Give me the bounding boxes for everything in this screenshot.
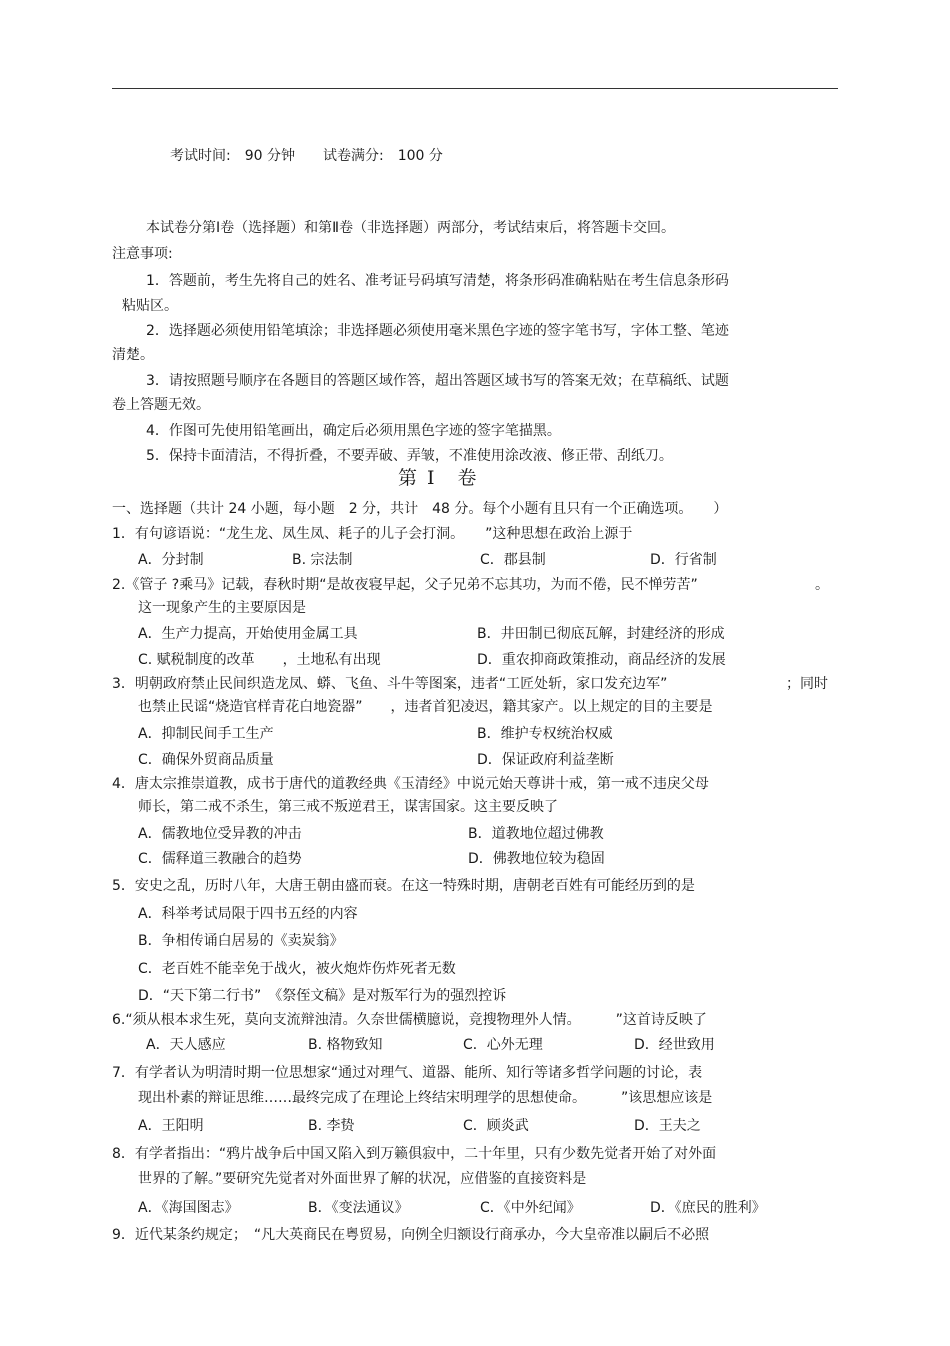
question-1-option-d: D．行省制	[650, 552, 717, 568]
question-5-option-c: C．老百姓不能幸免于战火，被火炮炸伤炸死者无数	[138, 961, 456, 977]
question-6-option-d: D．经世致用	[634, 1037, 715, 1053]
question-6-option-a: A．天人感应	[146, 1037, 226, 1053]
question-6-option-b: B. 格物致知	[308, 1037, 383, 1053]
question-4-stem: 4．唐太宗推崇道教，成书于唐代的道教经典《玉清经》中说元始天尊讲十戒，第一戒不违戾父母	[112, 776, 709, 792]
note-2-cont: 清楚。	[112, 347, 154, 363]
question-2-stem-end: 。	[815, 577, 829, 593]
note-5: 5．保持卡面清洁，不得折叠，不要弄破、弄皱，不准使用涂改液、修正带、刮纸刀。	[146, 448, 673, 464]
question-5-option-b: B．争相传诵白居易的《卖炭翁》	[138, 933, 344, 949]
question-6-option-c: C．心外无理	[463, 1037, 543, 1053]
question-5-option-a: A．科举考试局限于四书五经的内容	[138, 906, 358, 922]
question-2-option-a: A．生产力提高，开始使用金属工具	[138, 626, 358, 642]
question-8-option-b: B．《变法通议》	[308, 1200, 409, 1216]
question-3-stem-cont: 也禁止民谣“烧造官样青花白地瓷器” ，违者首犯凌迟，籍其家产。以上规定的目的主要是	[138, 699, 713, 715]
question-3-option-c: C．确保外贸商品质量	[138, 752, 274, 768]
question-9-stem: 9．近代某条约规定； “凡大英商民在粤贸易，向例全归额设行商承办，今大皇帝准以嗣后不必照	[112, 1227, 710, 1243]
question-4-option-d: D．佛教地位较为稳固	[468, 851, 605, 867]
question-8-stem: 8．有学者指出：“鸦片战争后中国又陷入到万籁俱寂中，二十年里，只有少数先觉者开始了对外面	[112, 1146, 717, 1162]
question-1-option-a: A．分封制	[138, 552, 204, 568]
question-8-option-d: D．《庶民的胜利》	[650, 1200, 766, 1216]
section-intro: 一、选择题（共计 24 小题，每小题 2 分，共计 48 分。每个小题有且只有一个正确选项。 ）	[112, 501, 728, 517]
question-7-option-b: B. 李贽	[308, 1118, 355, 1134]
question-3-option-b: B．维护专权统治权威	[477, 726, 613, 742]
question-2-stem: 2.《管子 ?乘马》记载，春秋时期“是故夜寝早起，父子兄弟不忘其功，为而不倦，民不惮劳苦”	[112, 577, 698, 593]
question-3-option-d: D．保证政府利益垄断	[477, 752, 614, 768]
question-7-option-d: D．王夫之	[634, 1118, 701, 1134]
note-1: 1．答题前，考生先将自己的姓名、准考证号码填写清楚，将条形码准确粘贴在考生信息条形码	[146, 273, 729, 289]
question-7-option-c: C．顾炎武	[463, 1118, 529, 1134]
header-rule	[112, 88, 838, 89]
question-7-stem: 7．有学者认为明清时期一位思想家“通过对理气、道器、能所、知行等诸多哲学问题的讨论，表	[112, 1065, 703, 1081]
question-4-option-c: C．儒释道三教融合的趋势	[138, 851, 302, 867]
question-2-stem-cont: 这一现象产生的主要原因是	[138, 600, 306, 616]
question-8-option-a: A．《海国图志》	[138, 1200, 239, 1216]
question-4-stem-cont: 师长，第二戒不杀生，第三戒不叛逆君王，谋害国家。这主要反映了	[138, 799, 558, 815]
note-1-cont: 粘贴区。	[122, 298, 178, 314]
question-3-option-a: A．抑制民间手工生产	[138, 726, 274, 742]
exam-time-info: 考试时间: 90 分钟 试卷满分: 100 分	[170, 148, 443, 164]
question-8-option-c: C．《中外纪闻》	[480, 1200, 581, 1216]
question-3-stem: 3．明朝政府禁止民间织造龙凤、蟒、飞鱼、斗牛等图案，违者“工匠处斩，家口发充边军”	[112, 676, 668, 692]
question-8-stem-cont: 世界的了解。”要研究先觉者对外面世界了解的状况，应借鉴的直接资料是	[138, 1171, 587, 1187]
note-3: 3．请按照题号顺序在各题目的答题区域作答，超出答题区域书写的答案无效；在草稿纸、试题	[146, 373, 729, 389]
question-7-stem-cont: 现出朴素的辩证思维……最终完成了在理论上终结宋明理学的思想使命。 ”该思想应该是	[138, 1090, 713, 1106]
section-title: 第 Ⅰ 卷	[398, 467, 479, 489]
intro-text: 本试卷分第Ⅰ卷（选择题）和第Ⅱ卷（非选择题）两部分，考试结束后，将答题卡交回。	[146, 220, 676, 236]
question-3-stem-end: ；同时	[786, 676, 828, 692]
question-5-stem: 5．安史之乱，历时八年，大唐王朝由盛而衰。在这一特殊时期，唐朝老百姓有可能经历到的是	[112, 878, 695, 894]
note-3-cont: 卷上答题无效。	[112, 397, 210, 413]
notes-title: 注意事项:	[112, 246, 173, 262]
question-5-option-d: D．“天下第二行书” 《祭侄文稿》是对叛军行为的强烈控诉	[138, 988, 507, 1004]
question-2-option-c: C. 赋税制度的改革 ，土地私有出现	[138, 652, 381, 668]
question-2-option-d: D．重农抑商政策推动，商品经济的发展	[477, 652, 726, 668]
question-4-option-a: A．儒教地位受异教的冲击	[138, 826, 302, 842]
question-7-option-a: A．王阳明	[138, 1118, 204, 1134]
question-2-option-b: B．井田制已彻底瓦解，封建经济的形成	[477, 626, 725, 642]
question-4-option-b: B．道教地位超过佛教	[468, 826, 604, 842]
question-1-option-c: C．郡县制	[480, 552, 546, 568]
question-1-option-b: B. 宗法制	[292, 552, 353, 568]
question-1-stem: 1．有句谚语说：“龙生龙、凤生凤、耗子的儿子会打洞。 ”这种思想在政治上源于	[112, 526, 633, 542]
note-4: 4．作图可先使用铅笔画出，确定后必须用黑色字迹的签字笔描黑。	[146, 423, 561, 439]
note-2: 2．选择题必须使用铅笔填涂；非选择题必须使用毫米黑色字迹的签字笔书写，字体工整、笔迹	[146, 323, 729, 339]
question-6-stem: 6.“须从根本求生死，莫向支流辩浊清。久奈世儒横臆说，竞搜物理外人情。 ”这首诗反映了	[112, 1012, 707, 1028]
